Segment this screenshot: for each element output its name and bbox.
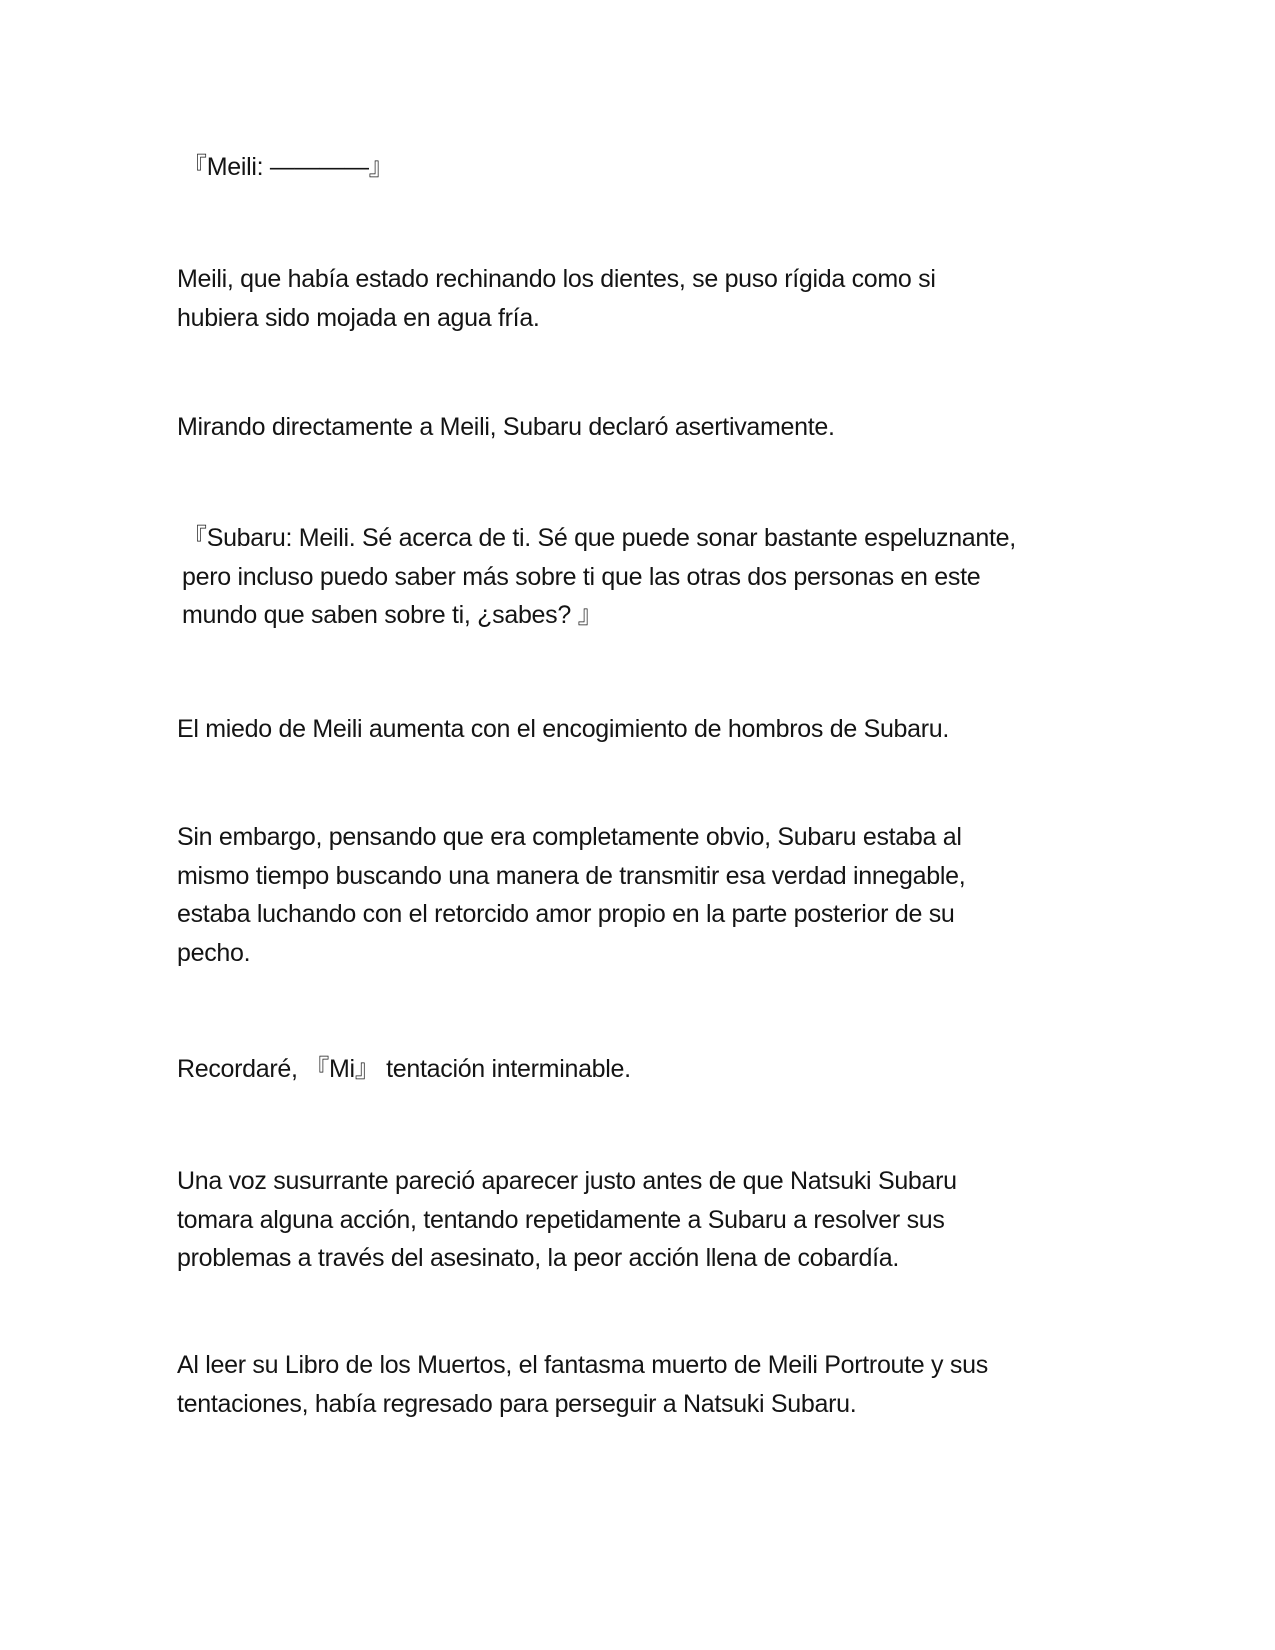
text-line: Al leer su Libro de los Muertos, el fantasma muerto de Meili Portroute y sus [177, 1351, 988, 1379]
paragraph-sin-embargo [177, 818, 1097, 972]
text-line: Meili, que había estado rechinando los dientes, se puso rígida como si [177, 265, 936, 293]
text-line: pero incluso puedo saber más sobre ti que las otras dos personas en este [182, 562, 981, 591]
text-line: Recordaré, 『Mi』 tentación interminable. [177, 1055, 631, 1083]
text-line: estaba luchando con el retorcido amor propio en la parte posterior de su [177, 900, 955, 928]
text-line: 『Subaru: Meili. Sé acerca de ti. Sé que puede sonar bastante espeluznante, [182, 524, 1016, 552]
paragraph-subaru-declares [177, 408, 1097, 447]
text-line: hubiera sido mojada en agua fría. [177, 303, 540, 332]
paragraph-recordare [177, 1050, 1097, 1089]
paragraph-voz-susurrante [177, 1162, 1097, 1278]
paragraph-meili-rigid [177, 260, 1097, 337]
text-line: Una voz susurrante pareció aparecer justo antes de que Natsuki Subaru [177, 1167, 957, 1195]
text-line: mismo tiempo buscando una manera de transmitir esa verdad innegable, [177, 861, 966, 890]
text-line: tentaciones, había regresado para perseguir a Natsuki Subaru. [177, 1389, 857, 1418]
paragraph-libro-muertos [177, 1346, 1097, 1423]
text-line: tomara alguna acción, tentando repetidamente a Subaru a resolver sus [177, 1205, 945, 1234]
text-line: El miedo de Meili aumenta con el encogimiento de hombros de Subaru. [177, 715, 950, 743]
paragraph-meili-dialogue [182, 148, 1102, 187]
text-line: pecho. [177, 938, 251, 967]
text-line: mundo que saben sobre ti, ¿sabes? 』 [182, 601, 603, 629]
text-line: problemas a través del asesinato, la peor acción llena de cobardía. [177, 1244, 900, 1272]
text-line: Sin embargo, pensando que era completamente obvio, Subaru estaba al [177, 823, 962, 851]
text-line: 『Meili: ————』 [182, 153, 394, 181]
paragraph-subaru-dialogue [182, 519, 1102, 635]
paragraph-meili-fear [177, 710, 1097, 749]
text-line: Mirando directamente a Meili, Subaru declaró asertivamente. [177, 413, 835, 441]
